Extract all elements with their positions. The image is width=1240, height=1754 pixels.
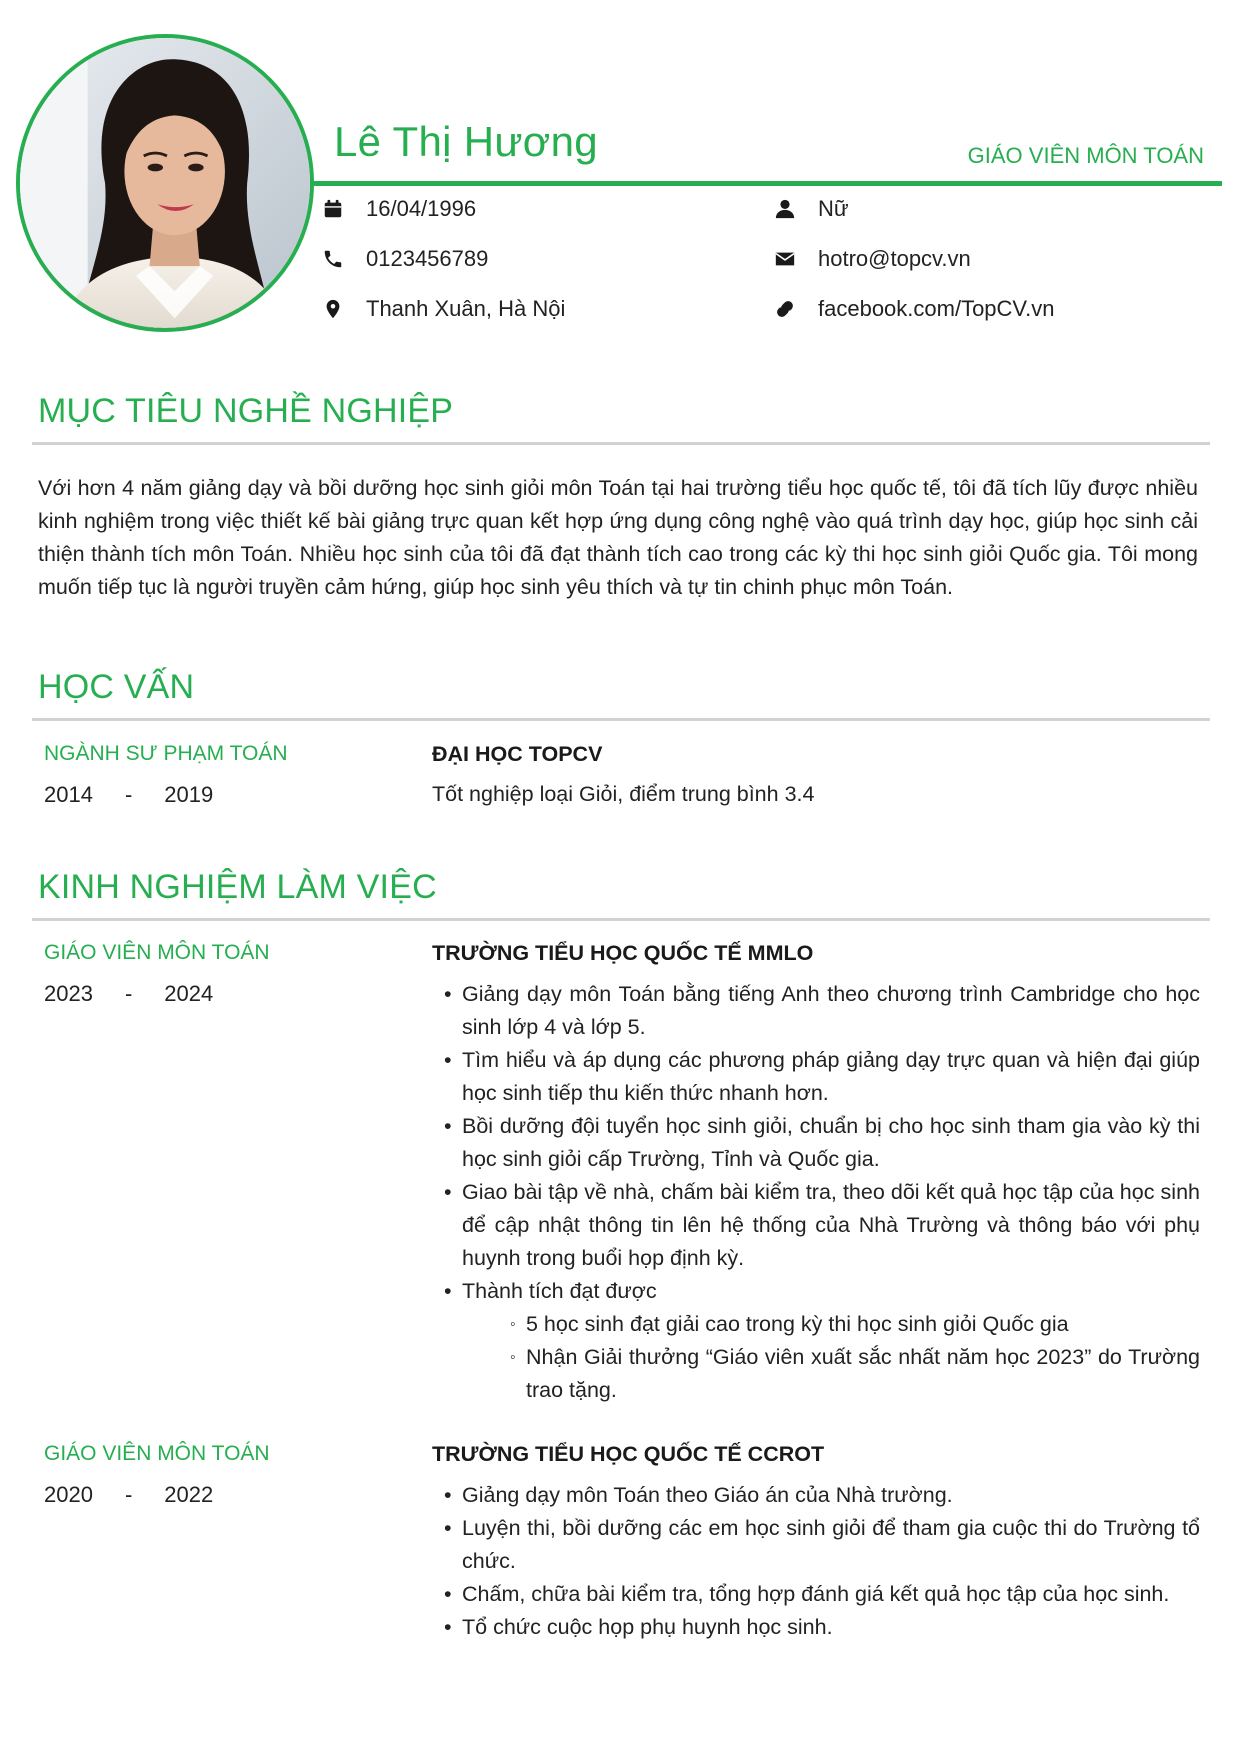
envelope-icon <box>772 246 798 272</box>
section-title-education: HỌC VẤN <box>38 668 195 706</box>
email-text[interactable]: hotro@topcv.vn <box>818 246 971 271</box>
portrait-photo <box>20 38 310 328</box>
dob-text: 16/04/1996 <box>366 196 477 221</box>
location-pin-icon <box>320 296 346 322</box>
job-dates <box>44 1482 213 1508</box>
education-school: ĐẠI HỌC TOPCV <box>432 742 603 766</box>
list-item <box>432 1275 1200 1407</box>
job-company: TRƯỜNG TIỂU HỌC QUỐC TẾ MMLO <box>432 941 814 965</box>
date-start: 2014 <box>44 782 93 807</box>
list-item: • Giảng dạy môn Toán theo Giáo án của Nhà trường. <box>432 1479 1200 1512</box>
date-end: 2019 <box>164 782 214 807</box>
header-divider <box>314 181 1222 186</box>
date-end: 2024 <box>164 981 214 1006</box>
job-dates <box>44 981 213 1007</box>
link-icon <box>772 296 798 322</box>
job-position: GIÁO VIÊN MÔN TOÁN <box>44 1442 270 1465</box>
education-major: NGÀNH SƯ PHẠM TOÁN <box>44 742 288 765</box>
contact-dob <box>320 196 476 222</box>
date-end: 2022 <box>164 1482 214 1507</box>
education-dates <box>44 782 213 808</box>
contact-website <box>772 296 1054 322</box>
achievements-list <box>506 1308 1200 1407</box>
contact-email <box>772 246 971 272</box>
list-item: • Luyện thi, bồi dưỡng các em học sinh giỏi để tham gia cuộc thi do Trường tổ chức. <box>432 1512 1200 1578</box>
education-detail: Tốt nghiệp loại Giỏi, điểm trung bình 3.4 <box>432 782 815 806</box>
address-text: Thanh Xuân, Hà Nội <box>366 296 566 321</box>
list-item: • Chấm, chữa bài kiểm tra, tổng hợp đánh giá kết quả học tập của học sinh. <box>432 1578 1200 1611</box>
section-title-objective: MỤC TIÊU NGHỀ NGHIỆP <box>38 392 454 430</box>
contact-address <box>320 296 565 322</box>
list-item: • Tổ chức cuộc họp phụ huynh học sinh. <box>432 1611 1200 1644</box>
job-position: GIÁO VIÊN MÔN TOÁN <box>44 941 270 964</box>
calendar-icon <box>320 196 346 222</box>
section-title-experience: KINH NGHIỆM LÀM VIỆC <box>38 868 437 906</box>
job-bullets <box>432 1479 1200 1644</box>
list-item: • Giảng dạy môn Toán bằng tiếng Anh theo chương trình Cambridge cho học sinh lớp 4 và lớp 5. <box>432 978 1200 1044</box>
list-item: ◦ Nhận Giải thưởng “Giáo viên xuất sắc nhất năm học 2023” do Trường trao tặng. <box>506 1341 1200 1407</box>
objective-text: Với hơn 4 năm giảng dạy và bồi dưỡng học sinh giỏi môn Toán tại hai trường tiểu học quốc tế, tôi đã tích lũy được nhiều kinh nghiệm trong việc thiết kế bài giảng trực quan kết hợp ứng dụng công nghệ vào quá trình dạy học, giúp học sinh cải thiện thành tích môn Toán. Nhiều học sinh của tôi đã đạt thành tích cao trong các kỳ thi học sinh giỏi Quốc gia. Tôi mong muốn tiếp tục là người truyền cảm hứng, giúp học sinh yêu thích và tự tin chinh phục môn Toán. <box>38 476 1198 599</box>
date-separator: - <box>124 981 133 1006</box>
website-text[interactable]: facebook.com/TopCV.vn <box>818 296 1055 321</box>
section-divider <box>32 918 1210 921</box>
contact-phone <box>320 246 488 272</box>
list-item: • Bồi dưỡng đội tuyển học sinh giỏi, chuẩn bị cho học sinh tham gia vào kỳ thi học sinh giỏi cấp Trường, Tỉnh và Quốc gia. <box>432 1110 1200 1176</box>
section-divider <box>32 718 1210 721</box>
phone-icon <box>320 246 346 272</box>
job-company: TRƯỜNG TIỂU HỌC QUỐC TẾ CCROT <box>432 1442 825 1466</box>
job-bullets <box>432 978 1200 1407</box>
job-title: GIÁO VIÊN MÔN TOÁN <box>967 143 1204 168</box>
avatar <box>16 34 314 332</box>
list-item: ◦ 5 học sinh đạt giải cao trong kỳ thi học sinh giỏi Quốc gia <box>506 1308 1200 1341</box>
date-separator: - <box>124 1482 133 1507</box>
section-divider <box>32 442 1210 445</box>
list-item: • Giao bài tập về nhà, chấm bài kiểm tra, theo dõi kết quả học tập của học sinh để cập nhật thông tin lên hệ thống của Nhà Trường và thông báo với phụ huynh trong buổi họp định kỳ. <box>432 1176 1200 1275</box>
gender-text: Nữ <box>818 196 849 221</box>
date-separator: - <box>124 782 133 807</box>
candidate-name: Lê Thị Hương <box>334 118 598 165</box>
contact-gender <box>772 196 849 222</box>
list-item: • Tìm hiểu và áp dụng các phương pháp giảng dạy trực quan và hiện đại giúp học sinh tiếp thu kiến thức nhanh hơn. <box>432 1044 1200 1110</box>
user-icon <box>772 196 798 222</box>
achievements-label: Thành tích đạt được <box>462 1279 657 1303</box>
date-start: 2023 <box>44 981 93 1006</box>
date-start: 2020 <box>44 1482 93 1507</box>
phone-text: 0123456789 <box>366 246 489 271</box>
